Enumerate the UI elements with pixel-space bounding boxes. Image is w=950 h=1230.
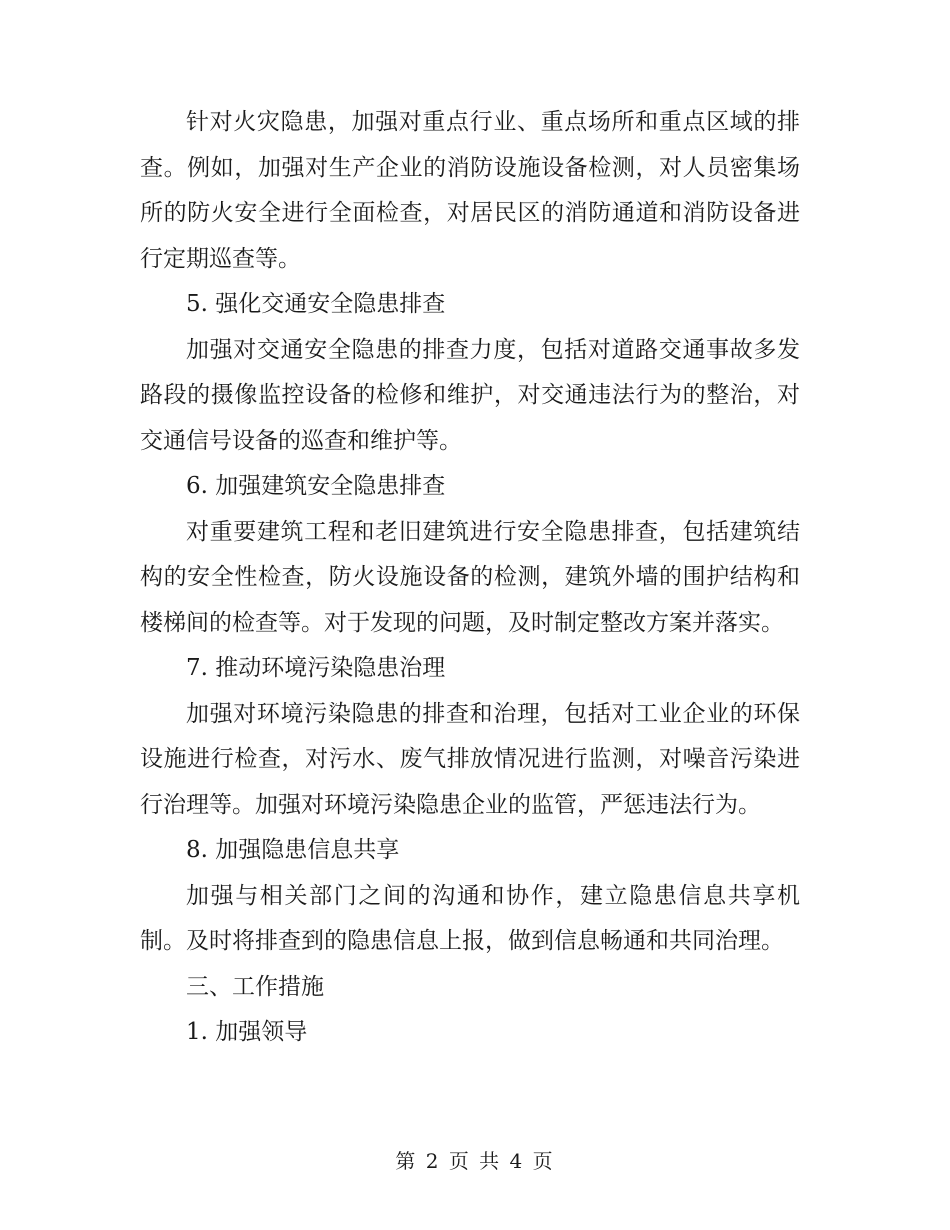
section-heading-traffic: 5. 强化交通安全隐患排查 bbox=[186, 291, 446, 317]
section-heading-environment: 7. 推动环境污染隐患治理 bbox=[186, 655, 446, 681]
chapter-heading-work-measures: 三、工作措施 bbox=[186, 973, 324, 1000]
section-heading-building: 6. 加强建筑安全隐患排查 bbox=[186, 473, 446, 499]
paragraph-building: 对重要建筑工程和老旧建筑进行安全隐患排查，包括建筑结构的安全性检查，防火设施设备的检测，建筑外墙的围护结构和楼梯间的检查等。对于发现的问题，及时制定整改方案并落实。 bbox=[140, 518, 800, 636]
paragraph-environment: 加强对环境污染隐患的排查和治理，包括对工业企业的环保设施进行检查，对污水、废气排放情况进行监测，对噪音污染进行治理等。加强对环境污染隐患企业的监管，严惩违法行为。 bbox=[140, 700, 800, 818]
document-body bbox=[140, 100, 800, 1056]
section-heading-info-sharing: 8. 加强隐患信息共享 bbox=[186, 837, 400, 863]
section-heading-leadership: 1. 加强领导 bbox=[186, 1019, 308, 1045]
paragraph-info-sharing: 加强与相关部门之间的沟通和协作，建立隐患信息共享机制。及时将排查到的隐患信息上报，做到信息畅通和共同治理。 bbox=[140, 882, 800, 954]
paragraph-fire-hazard: 针对火灾隐患，加强对重点行业、重点场所和重点区域的排查。例如，加强对生产企业的消防设施设备检测，对人员密集场所的防火安全进行全面检查，对居民区的消防通道和消防设备进行定期巡查等。 bbox=[140, 109, 800, 272]
page-number-footer: 第 2 页 共 4 页 bbox=[395, 1149, 555, 1173]
paragraph-traffic: 加强对交通安全隐患的排查力度，包括对道路交通事故多发路段的摄像监控设备的检修和维护，对交通违法行为的整治，对交通信号设备的巡查和维护等。 bbox=[140, 336, 800, 454]
